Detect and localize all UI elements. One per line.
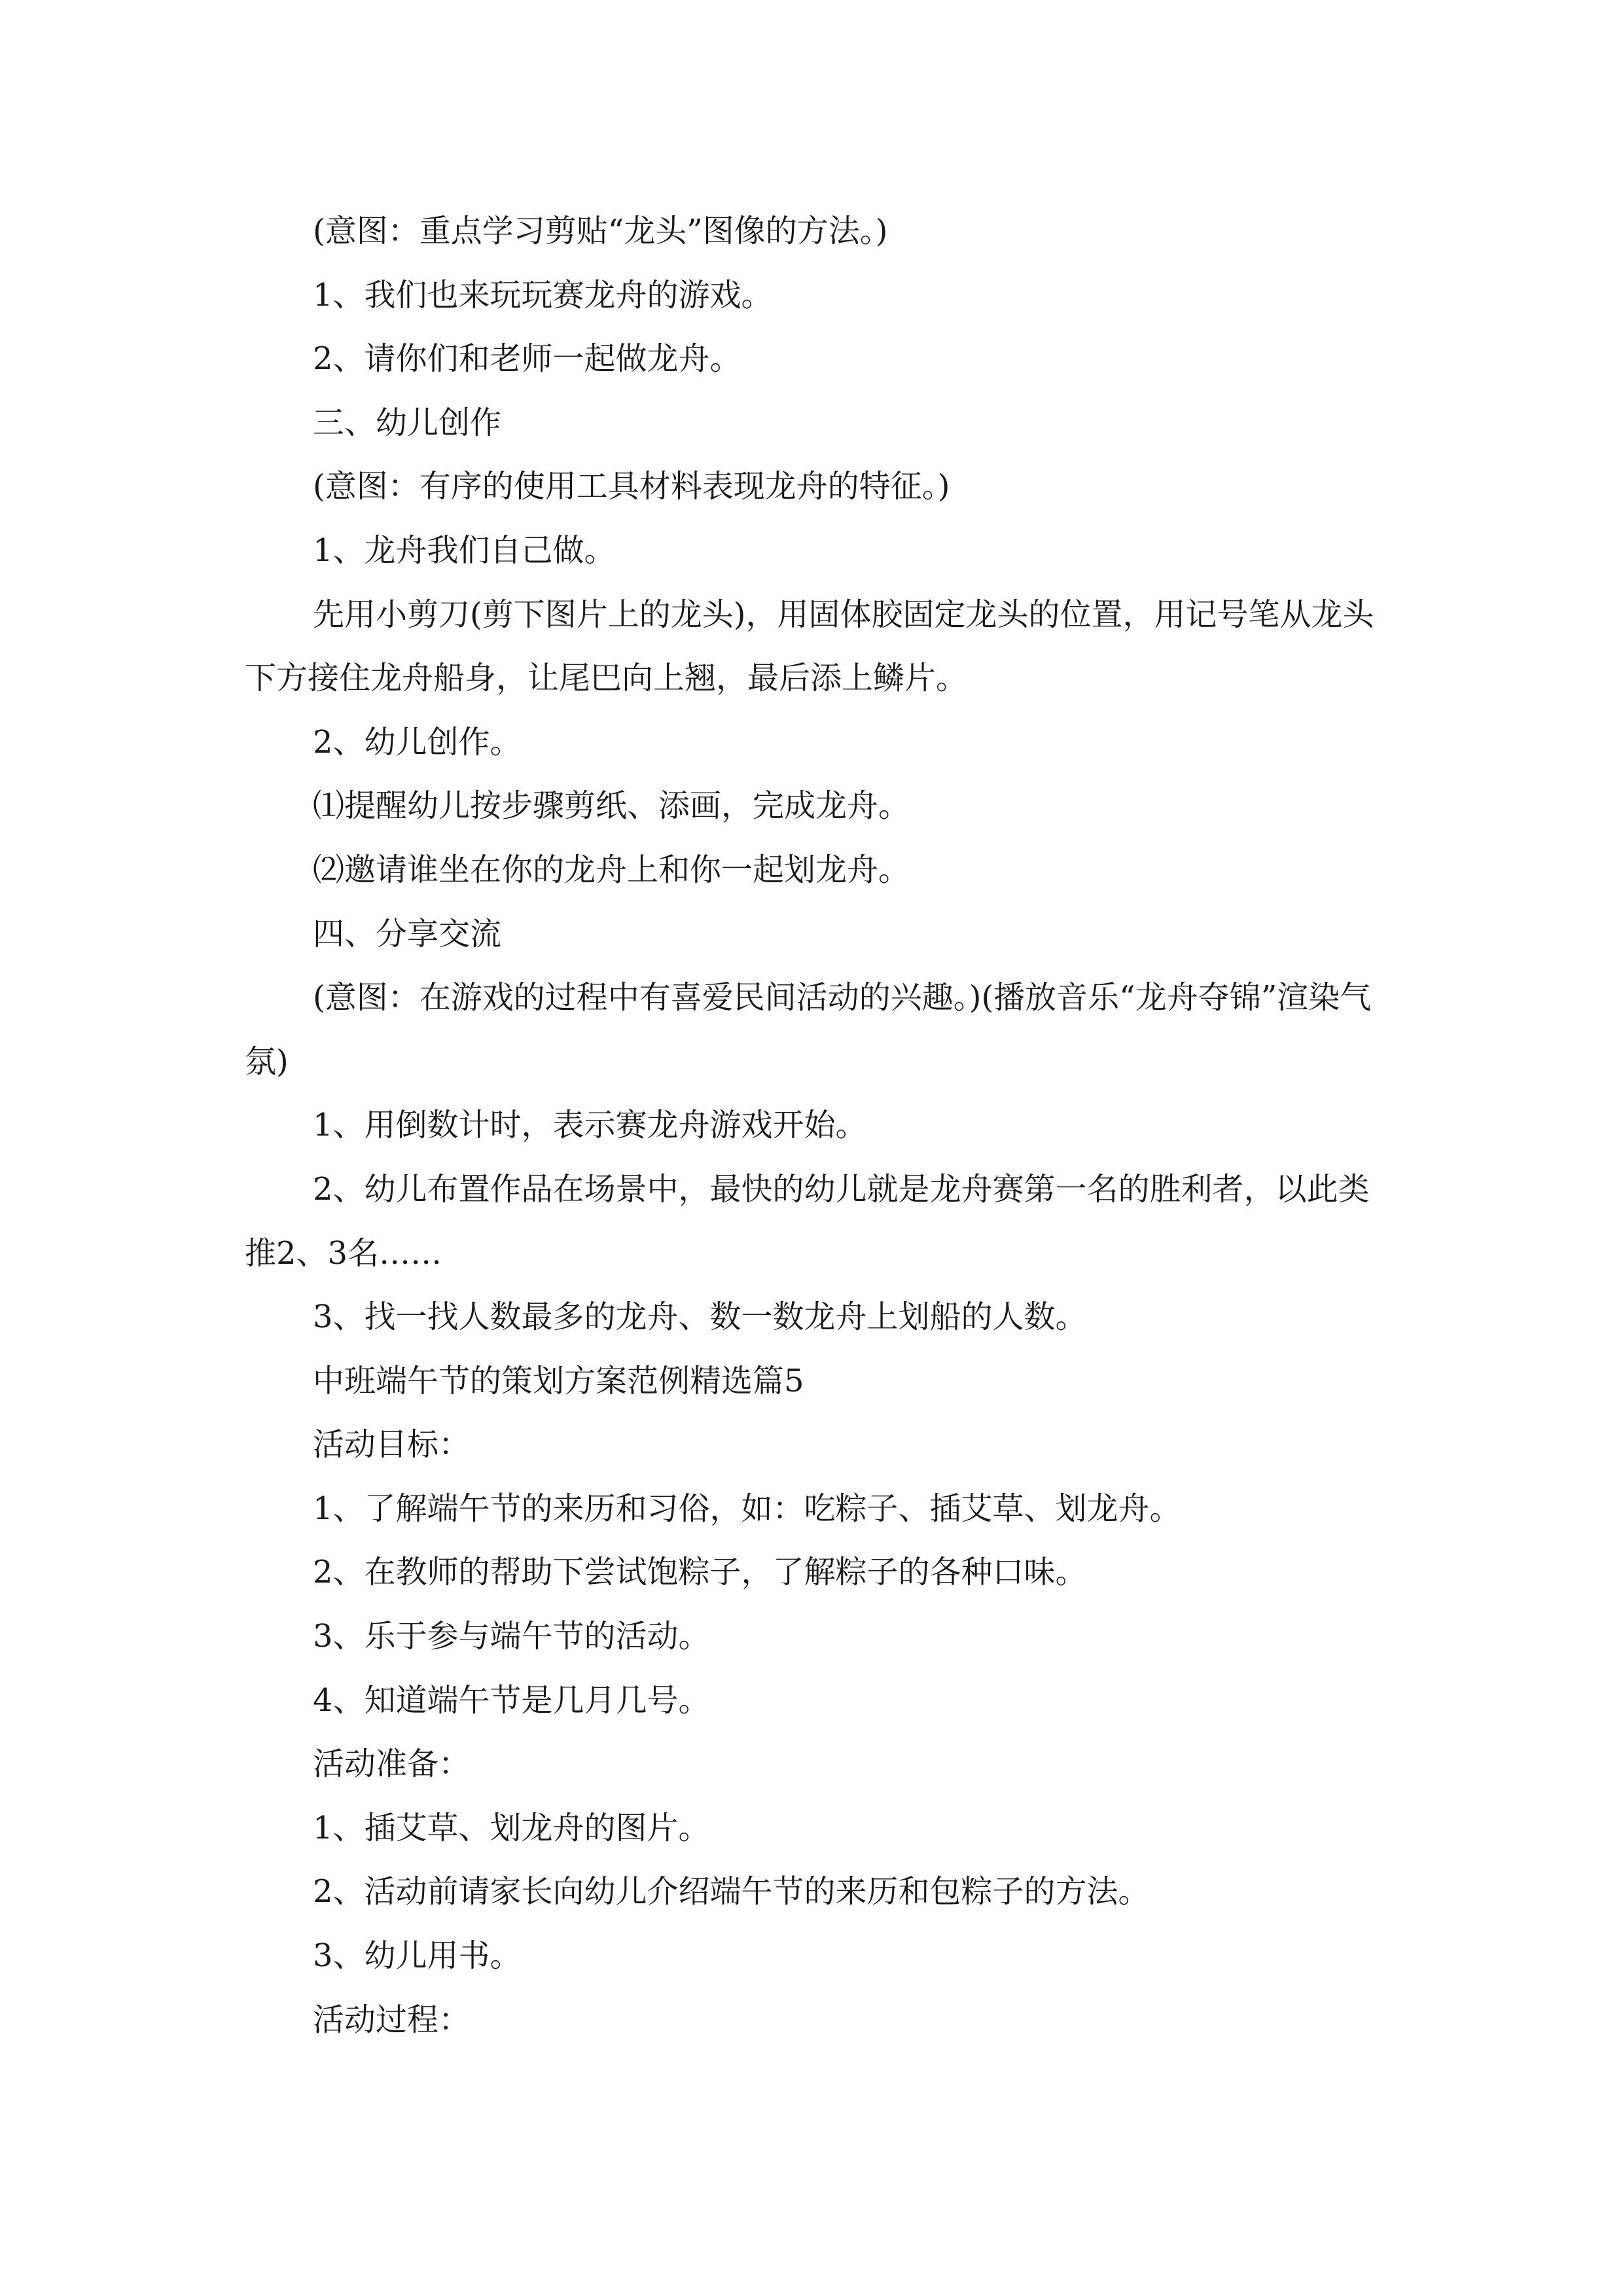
prep-item-1: 1、插艾草、划龙舟的图片。 xyxy=(313,1809,710,1846)
paragraph-step-3: 1、龙舟我们自己做。 xyxy=(313,531,616,569)
paragraph-intent-2: (意图：有序的使用工具材料表现龙舟的特征。) xyxy=(313,468,950,505)
document-body xyxy=(245,200,1380,2052)
prep-item-2: 2、活动前请家长向幼儿介绍端午节的来历和包粽子的方法。 xyxy=(313,1873,1150,1910)
section-heading-creation: 三、幼儿创作 xyxy=(313,404,502,441)
paragraph-step-5: 1、用倒数计时，表示赛龙舟游戏开始。 xyxy=(313,1107,867,1144)
paragraph-instructions: 先用小剪刀(剪下图片上的龙头)，用固体胶固定龙头的位置，用记号笔从龙头下方接住龙舟船身，让尾巴向上翘，最后添上鳞片。 xyxy=(245,596,1374,697)
goal-item-4: 4、知道端午节是几月几号。 xyxy=(313,1681,710,1719)
goal-item-3: 3、乐于参与端午节的活动。 xyxy=(313,1618,710,1655)
prep-item-3: 3、幼儿用书。 xyxy=(313,1937,522,1975)
paragraph-step-7: 3、找一找人数最多的龙舟、数一数龙舟上划船的人数。 xyxy=(313,1299,1087,1336)
paragraph-step-4: 2、幼儿创作。 xyxy=(313,723,522,761)
paragraph-substep-2: ⑵邀请谁坐在你的龙舟上和你一起划龙舟。 xyxy=(313,851,910,888)
heading-preparation: 活动准备： xyxy=(313,1746,471,1783)
heading-process: 活动过程： xyxy=(313,2001,471,2038)
paragraph-intent-1: (意图：重点学习剪贴“龙头”图像的方法。) xyxy=(313,213,888,249)
paragraph-step-1: 1、我们也来玩玩赛龙舟的游戏。 xyxy=(313,276,773,314)
heading-goals: 活动目标： xyxy=(313,1426,471,1463)
goal-item-2: 2、在教师的帮助下尝试饱粽子，了解粽子的各种口味。 xyxy=(313,1554,1087,1591)
goal-item-1: 1、了解端午节的来历和习俗，如：吃粽子、插艾草、划龙舟。 xyxy=(313,1490,1181,1527)
paragraph-intent-3: (意图：在游戏的过程中有喜爱民间活动的兴趣。)(播放音乐“龙舟夺锦”渲染气氛) xyxy=(245,979,1372,1080)
paragraph-step-6: 2、幼儿布置作品在场景中，最快的幼儿就是龙舟赛第一名的胜利者，以此类推2、3名…… xyxy=(245,1170,1370,1272)
paragraph-step-2: 2、请你们和老师一起做龙舟。 xyxy=(313,340,741,378)
section-heading-sharing: 四、分享交流 xyxy=(313,915,502,952)
paragraph-substep-1: ⑴提醒幼儿按步骤剪纸、添画，完成龙舟。 xyxy=(313,787,910,825)
section-title-part-5: 中班端午节的策划方案范例精选篇5 xyxy=(313,1362,804,1399)
